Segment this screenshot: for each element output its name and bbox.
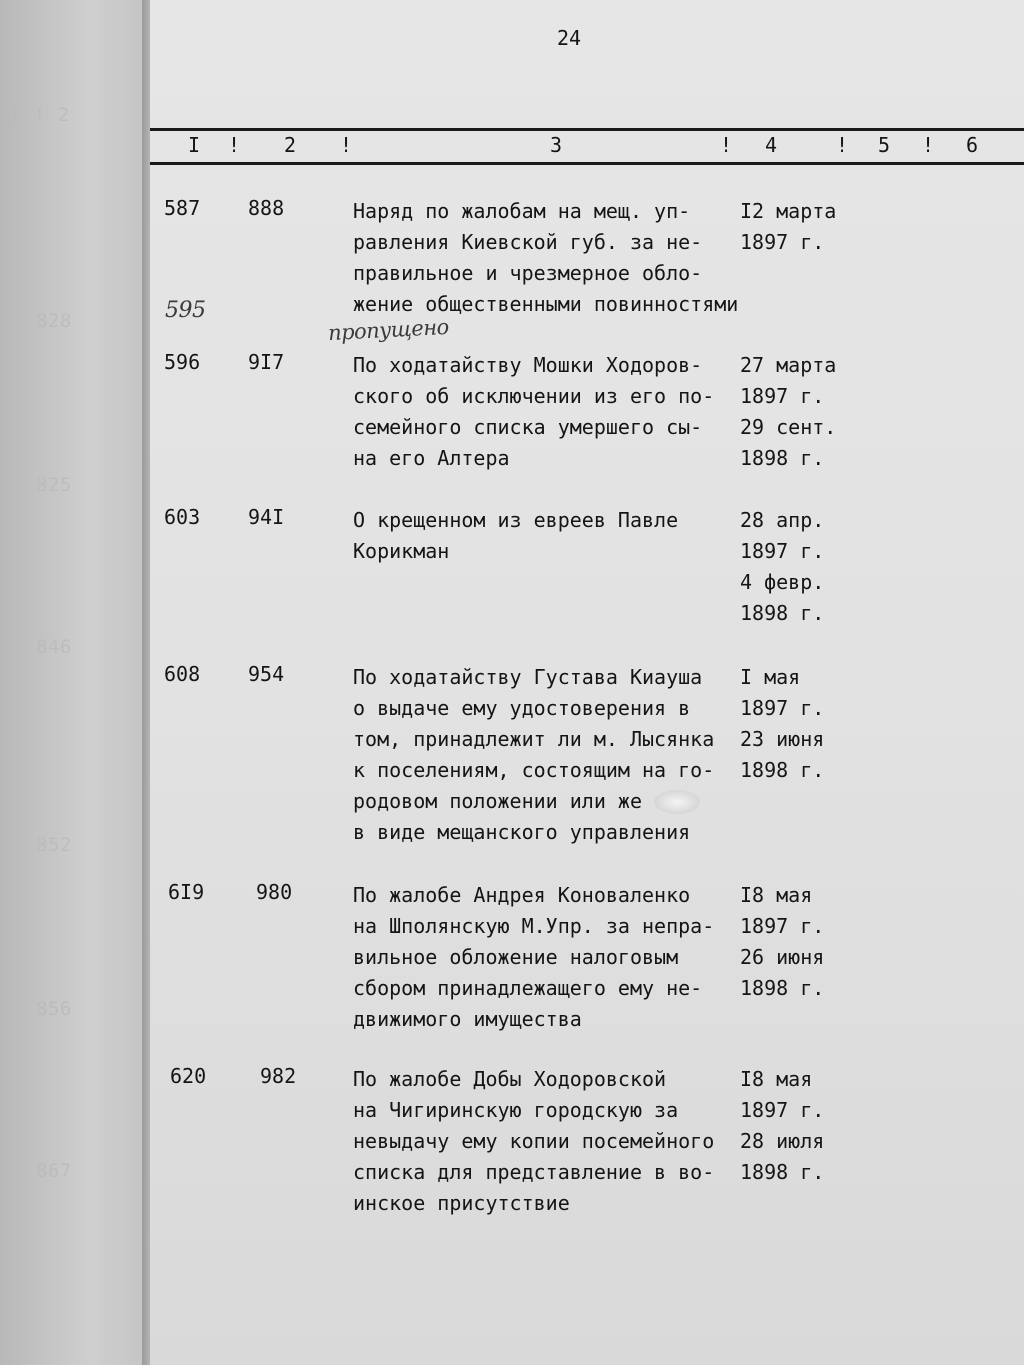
- entry-description: [353, 662, 714, 848]
- facing-page-number: 828: [36, 310, 72, 332]
- date-line: 1897 г.: [740, 539, 825, 563]
- date-line: 1897 г.: [740, 914, 825, 938]
- description-line: на Чигиринскую городскую за: [353, 1098, 679, 1122]
- date-line: 1897 г.: [740, 1098, 825, 1122]
- header-separator: !: [922, 133, 935, 157]
- facing-page: [0, 0, 150, 1365]
- facing-page-number: 852: [36, 834, 72, 856]
- date-line: 4 февр.: [740, 570, 825, 594]
- description-line: сбором принадлежащего ему не-: [353, 976, 703, 1000]
- description-line: Корикман: [353, 539, 450, 563]
- entry-number: 603: [164, 505, 201, 529]
- header-col-5: 5: [878, 133, 891, 157]
- header-col-1: I: [188, 133, 201, 157]
- handwritten-note: пропущено: [327, 314, 450, 346]
- header-separator: !: [228, 133, 241, 157]
- description-line: О крещенном из евреев Павле: [353, 508, 679, 532]
- header-col-4: 4: [765, 133, 778, 157]
- date-line: 1897 г.: [740, 384, 825, 408]
- description-line: правильное и чрезмерное обло-: [353, 261, 703, 285]
- file-number: 982: [260, 1064, 297, 1088]
- date-line: I8 мая: [740, 1067, 813, 1091]
- description-line: вильное обложение налоговым: [353, 945, 679, 969]
- date-line: I2 марта: [740, 199, 837, 223]
- facing-page-number: 825: [36, 474, 72, 496]
- description-line: движимого имущества: [353, 1007, 582, 1031]
- description-line: По ходатайству Мошки Ходоров-: [353, 353, 703, 377]
- date-line: I8 мая: [740, 883, 813, 907]
- date-line: 28 июля: [740, 1129, 825, 1153]
- date-line: 1898 г.: [740, 1160, 825, 1184]
- correction-smudge: [654, 790, 700, 814]
- description-line: на его Алтера: [353, 446, 510, 470]
- file-number: 9I7: [248, 350, 285, 374]
- entry-description: [353, 350, 714, 474]
- file-number: 888: [248, 196, 285, 220]
- description-line: По жалобе Добы Ходоровской: [353, 1067, 667, 1091]
- description-line: Наряд по жалобам на мещ. уп-: [353, 199, 691, 223]
- header-separator: !: [340, 133, 353, 157]
- entry-number: 587: [164, 196, 201, 220]
- header-top-rule: [150, 128, 1024, 131]
- description-line: семейного списка умершего сы-: [353, 415, 703, 439]
- description-line: жение общественными повинностями: [353, 292, 739, 316]
- entry-description: [353, 505, 678, 567]
- description-line: По ходатайству Густава Киауша: [353, 665, 703, 689]
- page-number: 24: [557, 26, 582, 50]
- date-line: 1898 г.: [740, 446, 825, 470]
- entry-number: 6I9: [168, 880, 205, 904]
- entry-description: [353, 196, 738, 320]
- date-line: 23 июня: [740, 727, 825, 751]
- entry-dates: [740, 880, 824, 1004]
- description-line: в виде мещанского управления: [353, 820, 691, 844]
- entry-dates: [740, 505, 824, 629]
- date-line: 1898 г.: [740, 758, 825, 782]
- description-line: родовом положении или же: [353, 789, 642, 813]
- header-col-3: 3: [550, 133, 563, 157]
- file-number: 980: [256, 880, 293, 904]
- description-line: списка для представление в во-: [353, 1160, 715, 1184]
- description-line: ского об исключении из его по-: [353, 384, 715, 408]
- date-line: 1898 г.: [740, 601, 825, 625]
- date-line: 26 июня: [740, 945, 825, 969]
- entry-description: [353, 880, 714, 1035]
- header-col-2: 2: [284, 133, 297, 157]
- facing-page-number: 867: [36, 1160, 72, 1182]
- entry-dates: [740, 350, 836, 474]
- file-number: 954: [248, 662, 285, 686]
- description-line: к поселениям, состоящим на го-: [353, 758, 715, 782]
- table-header: [150, 133, 1024, 159]
- facing-page-number: 846: [36, 636, 72, 658]
- entry-dates: [740, 662, 824, 786]
- entry-number: 620: [170, 1064, 207, 1088]
- entry-number: 596: [164, 350, 201, 374]
- description-line: равления Киевской губ. за не-: [353, 230, 703, 254]
- entry-description: [353, 1064, 714, 1219]
- entry-dates: [740, 196, 836, 258]
- header-bottom-rule: [150, 162, 1024, 165]
- date-line: I мая: [740, 665, 801, 689]
- description-line: инское присутствие: [353, 1191, 570, 1215]
- facing-page-header: I ! 2: [10, 104, 70, 126]
- facing-page-number: 856: [36, 998, 72, 1020]
- date-line: 1897 г.: [740, 696, 825, 720]
- date-line: 27 марта: [740, 353, 837, 377]
- entry-number: 608: [164, 662, 201, 686]
- date-line: 1898 г.: [740, 976, 825, 1000]
- header-separator: !: [720, 133, 733, 157]
- description-line: том, принадлежит ли м. Лысянка: [353, 727, 715, 751]
- description-line: По жалобе Андрея Коноваленко: [353, 883, 691, 907]
- date-line: 28 апр.: [740, 508, 825, 532]
- handwritten-number: 595: [165, 298, 206, 323]
- description-line: на Шполянскую М.Упр. за непра-: [353, 914, 715, 938]
- entry-dates: [740, 1064, 824, 1188]
- header-separator: !: [836, 133, 849, 157]
- date-line: 29 сент.: [740, 415, 837, 439]
- date-line: 1897 г.: [740, 230, 825, 254]
- description-line: о выдаче ему удостоверения в: [353, 696, 691, 720]
- header-col-6: 6: [966, 133, 979, 157]
- description-line: невыдачу ему копии посемейного: [353, 1129, 715, 1153]
- file-number: 94I: [248, 505, 285, 529]
